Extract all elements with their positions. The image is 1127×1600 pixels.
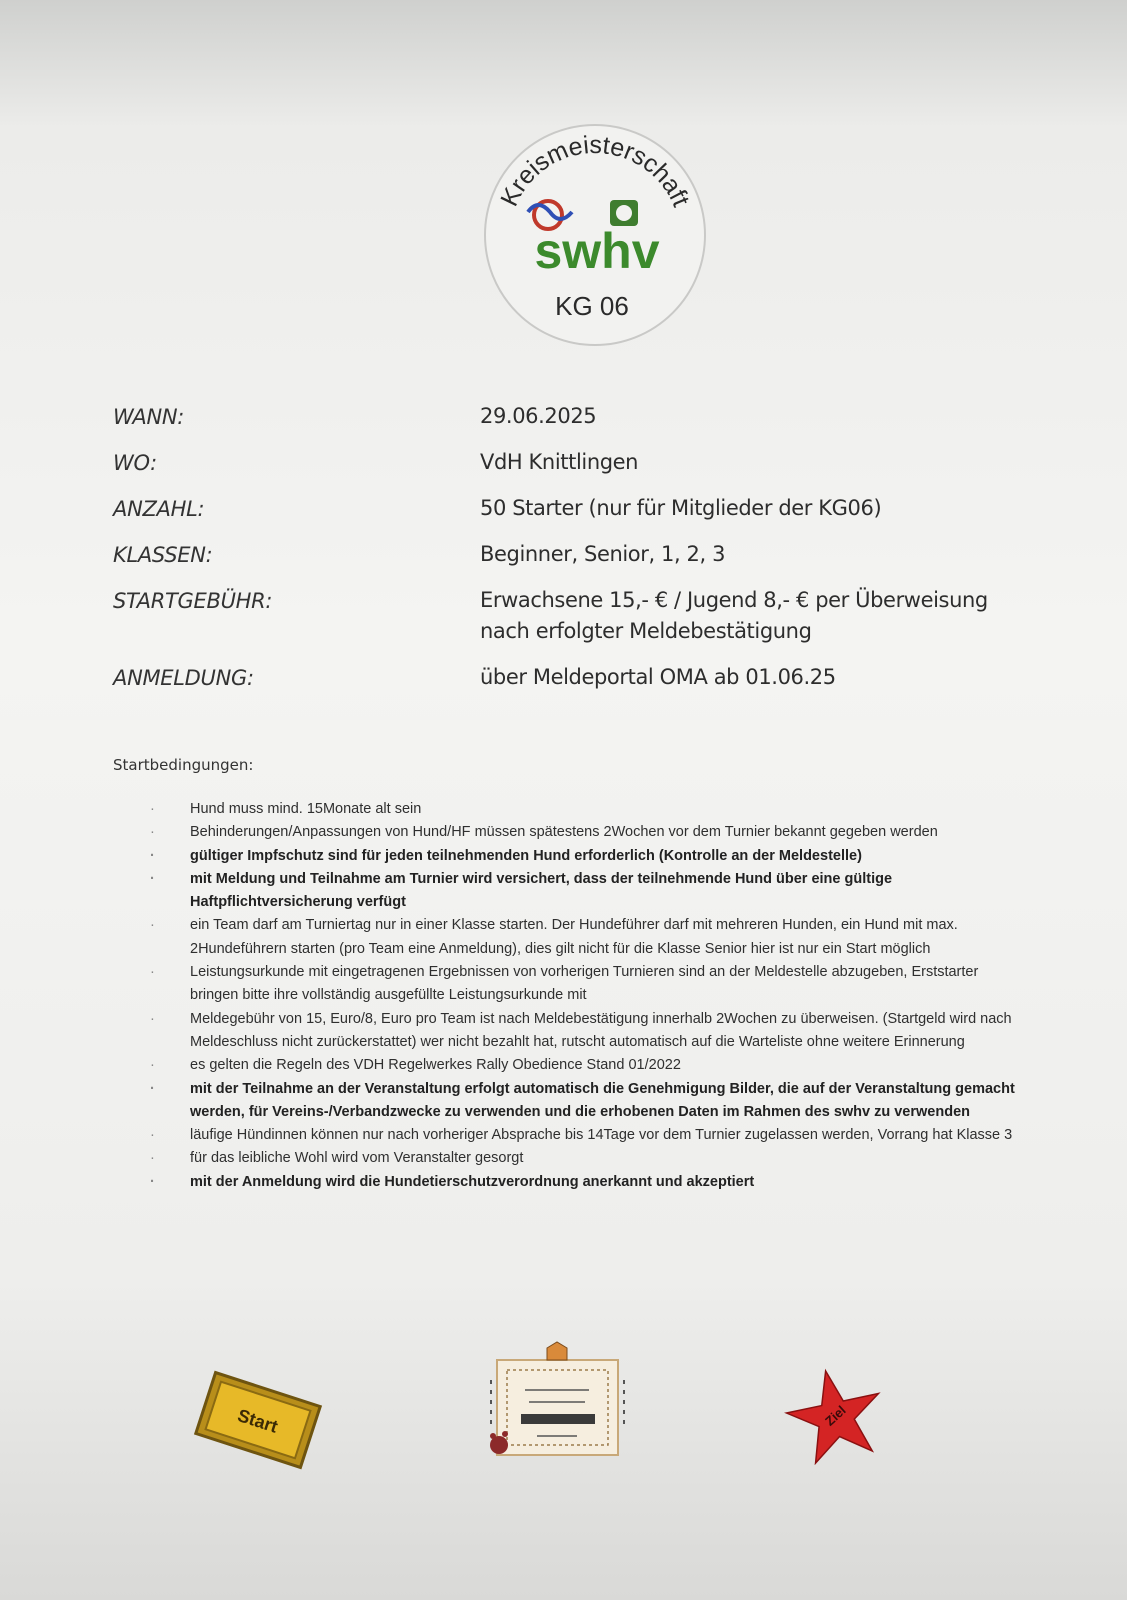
condition-item: · Leistungsurkunde mit eingetragenen Ergebnissen von vorherigen Turnieren sind an der Meldestelle abzugeben, Erststarter bringen bitte ihre vollständig ausgefüllte Leistungsurkunde mit — [150, 961, 1030, 1008]
conditions-list — [150, 798, 1030, 1194]
condition-item: · gültiger Impfschutz sind für jeden teilnehmenden Hund erforderlich (Kontrolle an der Meldestelle) — [150, 845, 1030, 868]
info-label: WO: — [113, 451, 157, 475]
condition-item: · mit der Anmeldung wird die Hundetierschutzverordnung anerkannt und akzeptiert — [150, 1171, 1030, 1194]
info-label: STARTGEBÜHR: — [113, 589, 273, 613]
info-value: über Meldeportal OMA ab 01.06.25 — [480, 665, 836, 689]
info-value: Beginner, Senior, 1, 2, 3 — [480, 542, 726, 566]
condition-item: · mit Meldung und Teilnahme am Turnier wird versichert, dass der teilnehmende Hund über eine gültige Haftpflichtversicherung verfügt — [150, 868, 1030, 915]
condition-item: · ein Team darf am Turniertag nur in einer Klasse starten. Der Hundeführer darf mit mehreren Hunden, ein Hund mit max. 2Hundeführern starten (pro Team eine Anmeldung), dies gilt nicht für die Klasse Senior hier ist nur ein Start möglich — [150, 914, 1030, 961]
info-row-klassen — [113, 543, 1043, 570]
event-info — [113, 405, 1043, 712]
info-label: KLASSEN: — [113, 543, 213, 567]
info-value: VdH Knittlingen — [480, 450, 639, 474]
condition-item: · für das leibliche Wohl wird vom Veranstalter gesorgt — [150, 1147, 1030, 1170]
info-label: WANN: — [113, 405, 185, 429]
start-label: Start — [235, 1405, 281, 1437]
condition-item: · Meldegebühr von 15, Euro/8, Euro pro Team ist nach Meldebestätigung innerhalb 2Wochen zu überweisen. (Startgeld wird nach Meldeschluss nicht zurückerstattet) wer nicht bezahlt hat, rutscht automatisch auf die Warteliste ohne weitere Erinnerung — [150, 1008, 1030, 1055]
logo-brand: swhv — [534, 223, 660, 279]
info-row-wann — [113, 405, 1043, 432]
goal-star-icon — [780, 1365, 890, 1465]
condition-item: · läufige Hündinnen können nur nach vorheriger Absprache bis 14Tage vor dem Turnier zugelassen werden, Vorrang hat Klasse 3 — [150, 1124, 1030, 1147]
rally-obedience-badge-icon — [485, 1340, 630, 1465]
info-value: Erwachsene 15,- € / Jugend 8,- € per Überweisung nach erfolgter Meldebestätigung — [480, 588, 988, 643]
condition-item: · es gelten die Regeln des VDH Regelwerkes Rally Obedience Stand 01/2022 — [150, 1054, 1030, 1077]
condition-item: · mit der Teilnahme an der Veranstaltung erfolgt automatisch die Genehmigung Bilder, die auf der Veranstaltung gemacht werden, für Vereins-/Verbandzwecke zu verwenden und die erhobenen Daten im Rahmen des swhv zu verwenden — [150, 1078, 1030, 1125]
swhv-logo — [480, 120, 710, 350]
info-value: 50 Starter (nur für Mitglieder der KG06) — [480, 496, 882, 520]
logo-sub: KG 06 — [555, 291, 629, 321]
info-row-anmeldung — [113, 666, 1043, 693]
info-row-anzahl — [113, 497, 1043, 524]
info-row-wo — [113, 451, 1043, 478]
condition-item: · Behinderungen/Anpassungen von Hund/HF müssen spätestens 2Wochen vor dem Turnier bekannt gegeben werden — [150, 821, 1030, 844]
info-row-startgebuehr — [113, 589, 1043, 647]
condition-item: · Hund muss mind. 15Monate alt sein — [150, 798, 1030, 821]
info-value: 29.06.2025 — [480, 404, 597, 428]
logo-arc-text: Kreismeisterschaft — [495, 130, 695, 211]
goal-label: Ziel — [822, 1402, 849, 1429]
conditions-title: Startbedingungen: — [113, 756, 254, 774]
info-label: ANZAHL: — [113, 497, 205, 521]
start-sign-icon — [193, 1370, 323, 1470]
info-label: ANMELDUNG: — [113, 666, 254, 690]
